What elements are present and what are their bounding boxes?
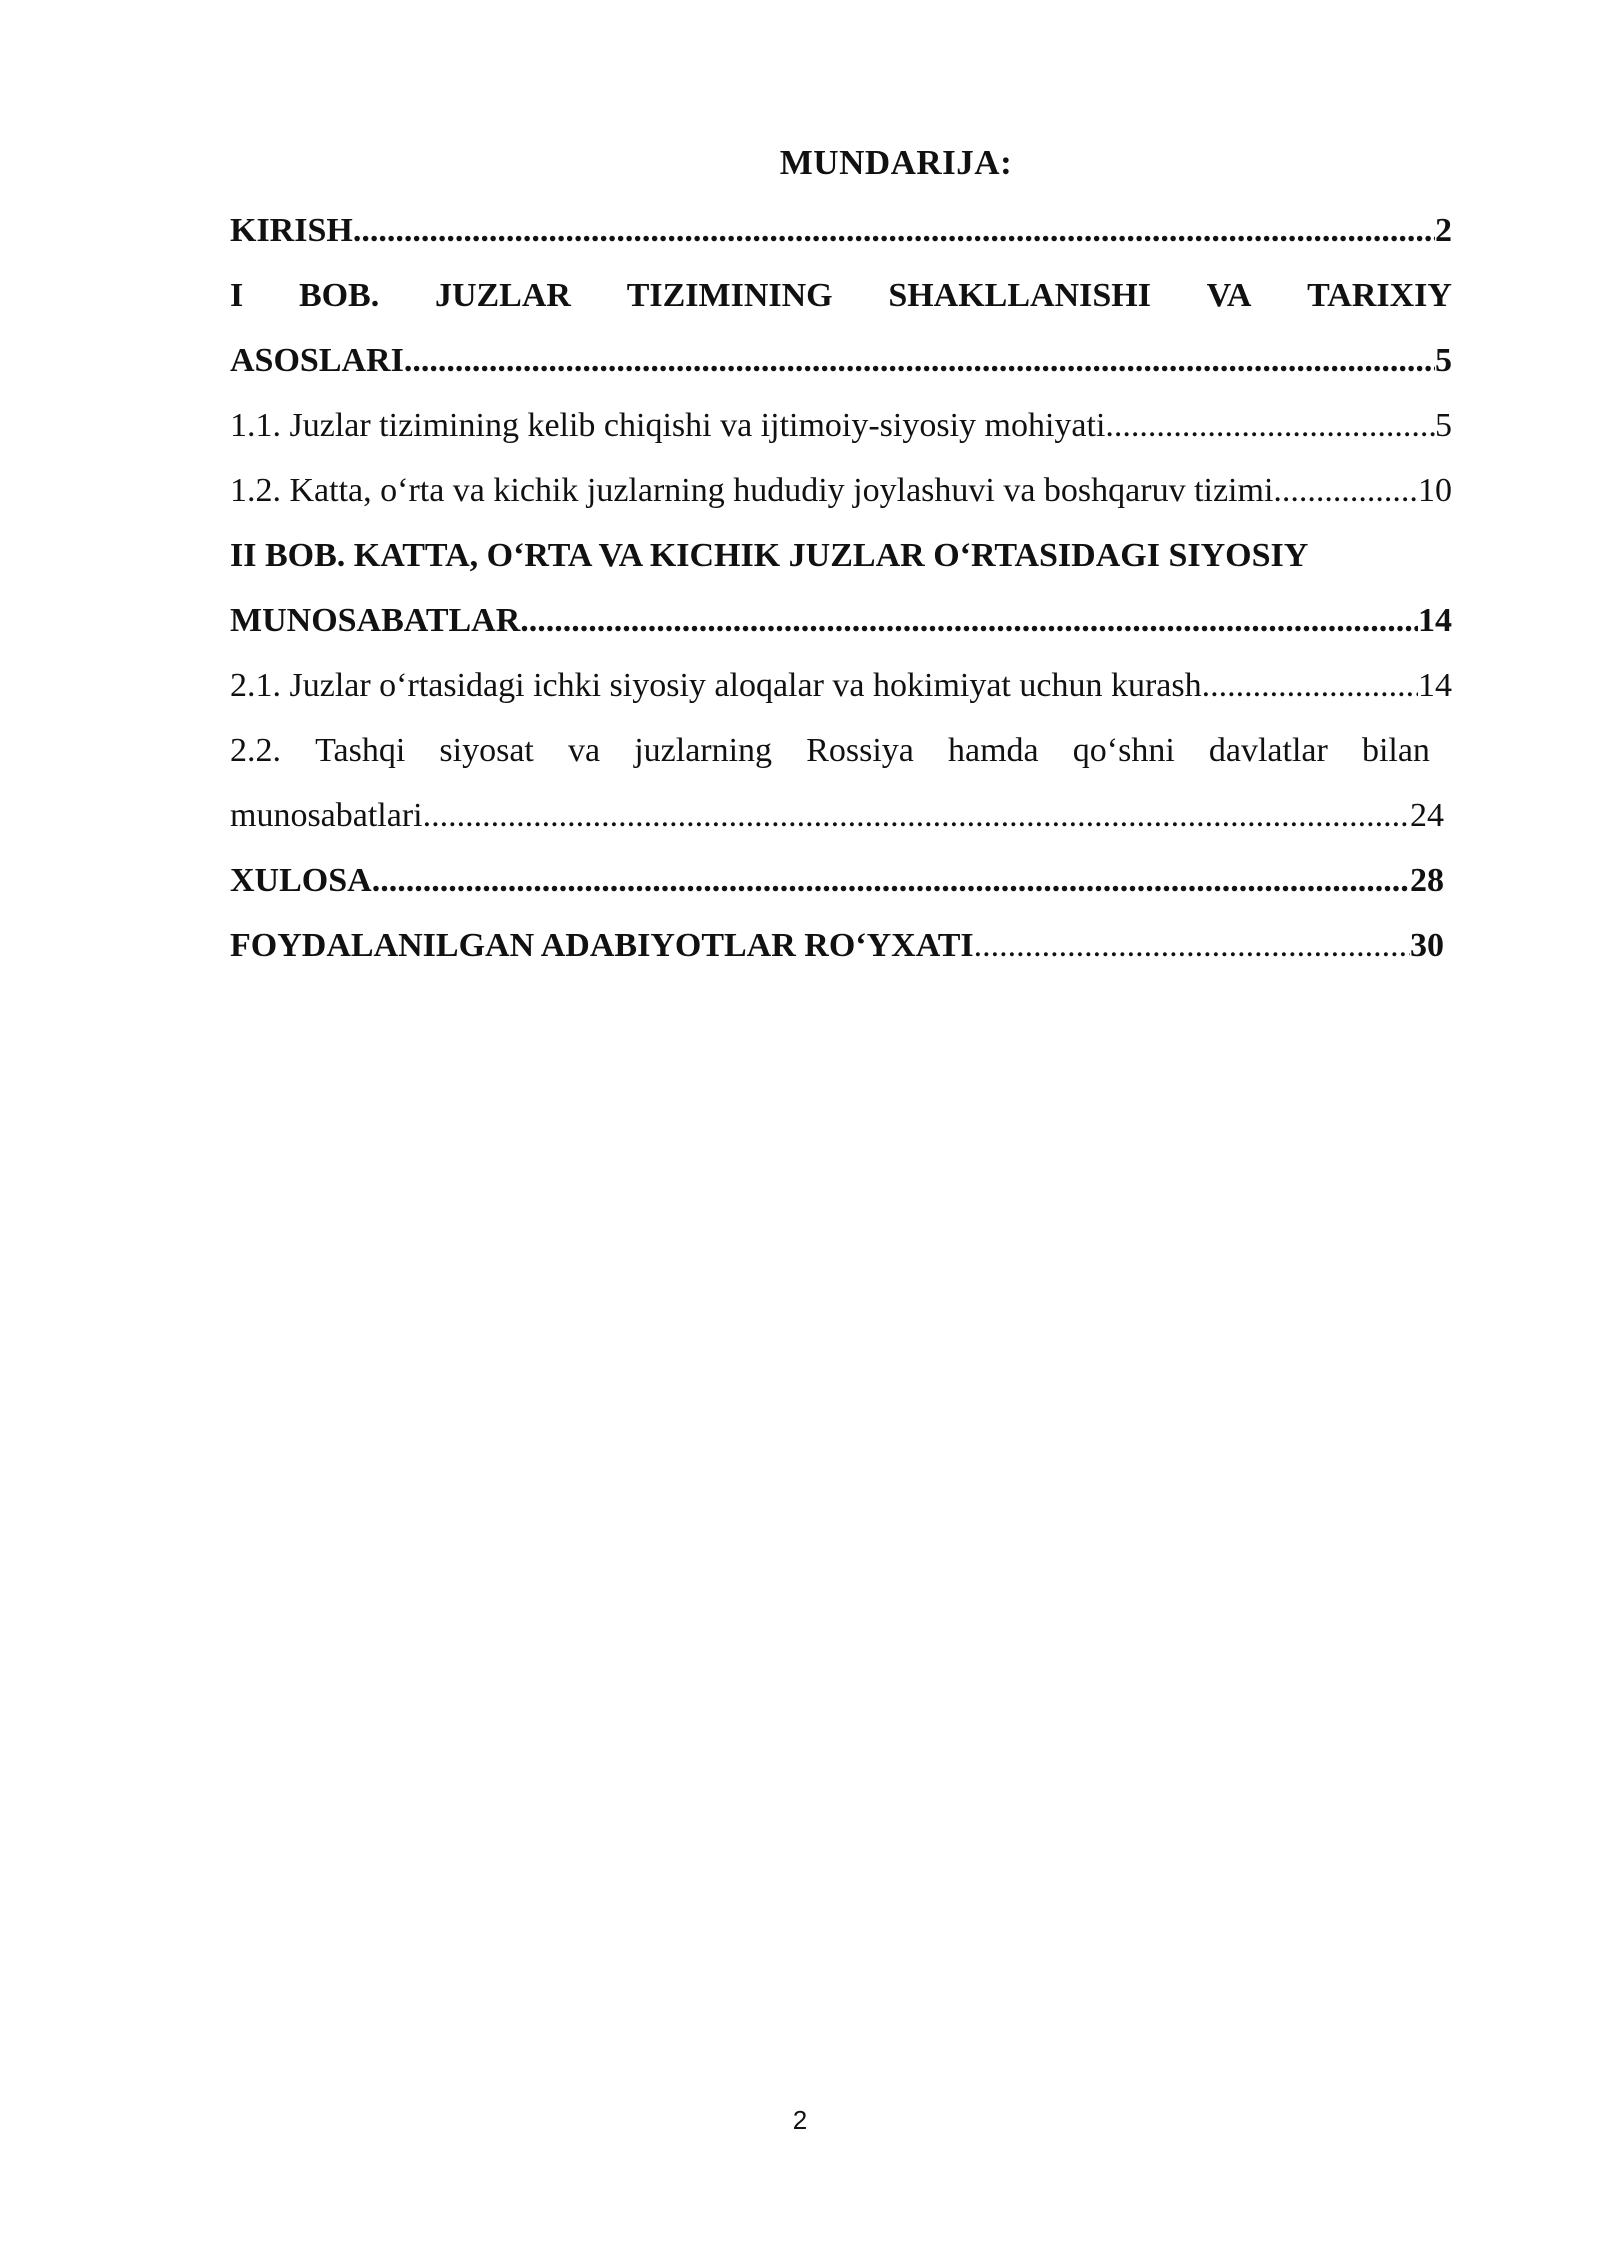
leader-dots bbox=[423, 783, 1410, 848]
toc-entry-chapter-2-line1[interactable] bbox=[230, 523, 1452, 588]
leader-dots bbox=[520, 588, 1418, 653]
leader-dots bbox=[404, 328, 1435, 393]
leader-dots bbox=[372, 848, 1410, 913]
toc-word: Rossiya bbox=[806, 732, 914, 769]
toc-entry-label: 1.1. Juzlar tizimining kelib chiqishi va ijtimoiy-siyosiy mohiyati bbox=[230, 407, 1106, 444]
toc-entry-section-2-2-line1[interactable] bbox=[230, 718, 1430, 783]
toc-word: BOB. bbox=[298, 277, 380, 314]
toc-entry-label: ASOSLARI bbox=[230, 342, 404, 379]
leader-dots bbox=[974, 913, 1410, 978]
toc-entry-section-2-1[interactable] bbox=[230, 653, 1452, 718]
toc-title: MUNDARIJA: bbox=[779, 143, 1013, 182]
toc-entry-label: MUNOSABATLAR bbox=[230, 602, 521, 639]
toc-word: 2.2. bbox=[230, 732, 281, 769]
toc-entry-chapter-1-line1[interactable] bbox=[230, 263, 1452, 328]
toc-word: I bbox=[230, 277, 244, 314]
toc-entry-page: 28 bbox=[1410, 862, 1444, 899]
toc-word: qo‘shni bbox=[1072, 732, 1175, 769]
toc-word: TIZIMINING bbox=[626, 277, 833, 314]
toc-entry-xulosa[interactable] bbox=[230, 848, 1444, 913]
toc-word: VA bbox=[1206, 277, 1252, 314]
toc-entry-page: 10 bbox=[1418, 472, 1452, 509]
toc-word: juzlarning bbox=[634, 732, 773, 769]
toc-entry-label: munosabatlari bbox=[230, 797, 423, 834]
toc-entry-section-1-1[interactable] bbox=[230, 393, 1452, 458]
toc-word: SHAKLLANISHI bbox=[888, 277, 1151, 314]
toc-entry-page: 2 bbox=[1435, 212, 1452, 249]
toc-entry-page: 30 bbox=[1410, 927, 1444, 964]
toc-entry-label: KIRISH bbox=[230, 212, 353, 249]
toc-entry-page: 14 bbox=[1418, 602, 1452, 639]
page-number: 2 bbox=[792, 2105, 808, 2135]
toc-word: va bbox=[568, 732, 601, 769]
toc-word: hamda bbox=[948, 732, 1039, 769]
toc-entry-page: 5 bbox=[1435, 407, 1452, 444]
toc-entry-page: 5 bbox=[1435, 342, 1452, 379]
toc-word: Tashqi bbox=[315, 732, 406, 769]
toc-entry-label: XULOSA bbox=[230, 862, 372, 899]
toc-entry-section-1-2[interactable] bbox=[230, 458, 1452, 523]
toc-entry-label: II BOB. KATTA, O‘RTA VA KICHIK JUZLAR O‘RTASIDAGI SIYOSIY bbox=[230, 537, 1309, 574]
leader-dots bbox=[1273, 458, 1418, 523]
toc-entry-section-2-2-line2[interactable] bbox=[230, 783, 1444, 848]
toc-entry-chapter-1-line2[interactable] bbox=[230, 328, 1452, 393]
leader-dots bbox=[1105, 393, 1435, 458]
toc-word: bilan bbox=[1361, 732, 1430, 769]
toc-word: TARIXIY bbox=[1307, 277, 1452, 314]
toc-entry-page: 14 bbox=[1418, 667, 1452, 704]
toc-entry-label: 2.1. Juzlar o‘rtasidagi ichki siyosiy aloqalar va hokimiyat uchun kurash bbox=[230, 667, 1202, 704]
leader-dots bbox=[1202, 653, 1418, 718]
toc-entry-kirish[interactable] bbox=[230, 198, 1452, 263]
toc-word: JUZLAR bbox=[434, 277, 571, 314]
toc-word: siyosat bbox=[439, 732, 534, 769]
leader-dots bbox=[353, 198, 1435, 263]
toc-entry-label: FOYDALANILGAN ADABIYOTLAR RO‘YXATI bbox=[230, 927, 974, 964]
toc-entry-page: 24 bbox=[1410, 797, 1444, 834]
toc-entry-references[interactable] bbox=[230, 913, 1444, 978]
table-of-contents bbox=[230, 198, 1452, 978]
toc-entry-chapter-2-line2[interactable] bbox=[230, 588, 1452, 653]
toc-entry-label: 1.2. Katta, o‘rta va kichik juzlarning hududiy joylashuvi va boshqaruv tizimi bbox=[230, 472, 1274, 509]
toc-word: davlatlar bbox=[1208, 732, 1328, 769]
